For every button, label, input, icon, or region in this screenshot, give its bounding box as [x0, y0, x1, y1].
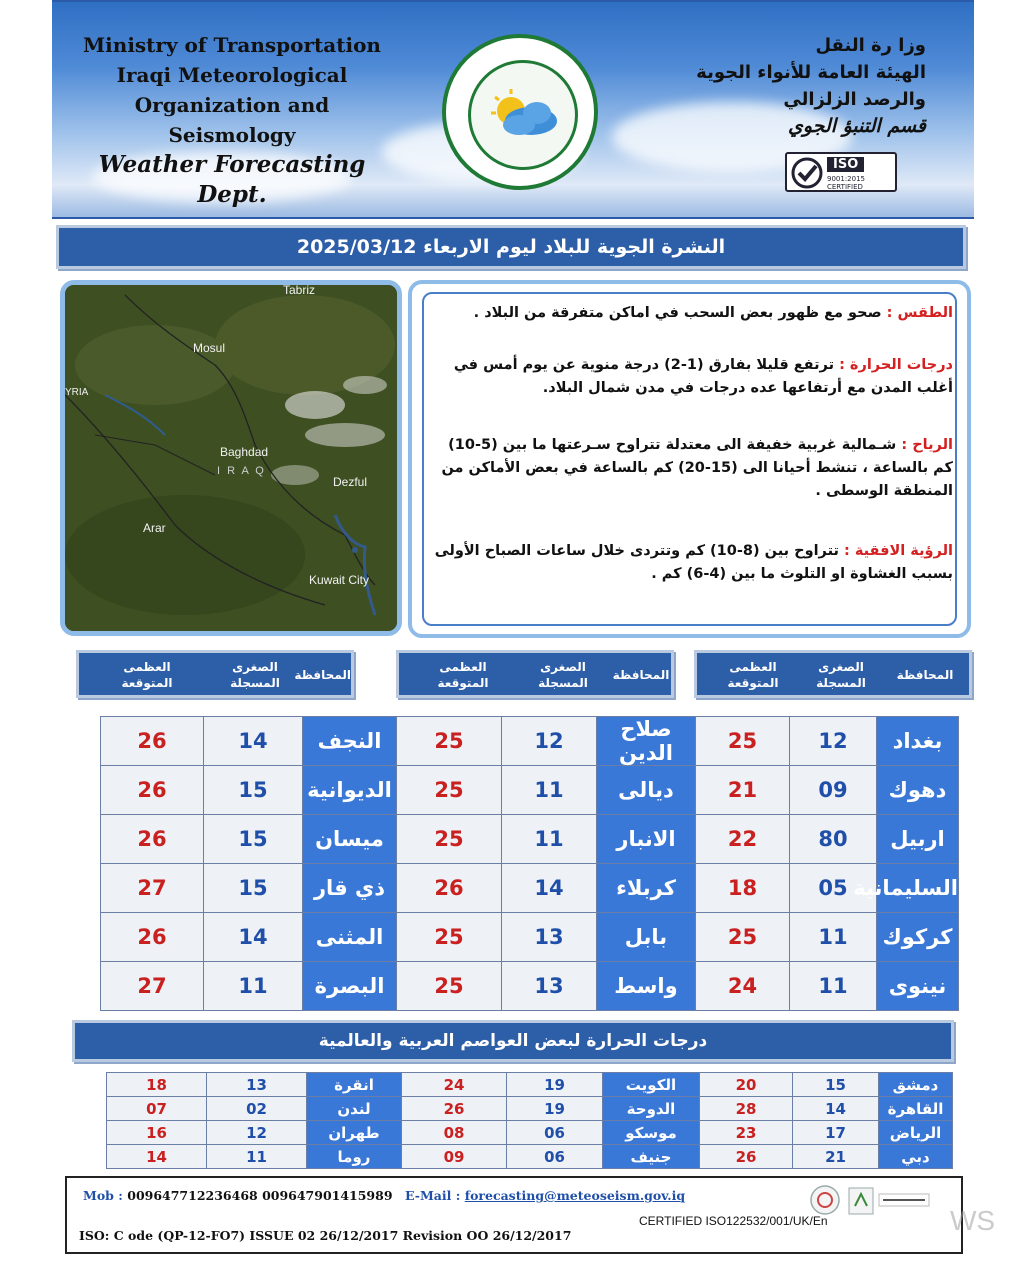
- province-name-cell: الديوانية: [303, 766, 397, 815]
- max-temp-cell: 21: [696, 766, 790, 815]
- min-temp-cell: 15: [204, 766, 303, 815]
- min-temp-cell: 09: [790, 766, 877, 815]
- capital-name-cell: الدوحة: [603, 1097, 700, 1121]
- min-temp-cell: 13: [502, 913, 597, 962]
- capital-min-cell: 19: [507, 1073, 603, 1097]
- max-temp-cell: 26: [101, 766, 204, 815]
- visibility-key: الرؤية الافقية :: [844, 543, 953, 559]
- max-temp-cell: 27: [101, 864, 204, 913]
- map-label-dezful: Dezful: [333, 475, 368, 489]
- capital-max-cell: 24: [402, 1073, 507, 1097]
- mobile-numbers: 009647712236468 009647901415989: [127, 1188, 393, 1203]
- column-header-group: [76, 650, 354, 698]
- min-temp-cell: 11: [790, 962, 877, 1011]
- arabic-org-name: [666, 32, 926, 140]
- ar-line: وزا رة النقل: [815, 35, 926, 56]
- watermark: WS: [950, 1205, 996, 1236]
- en-line: Iraqi Meteorological: [116, 63, 348, 87]
- province-name-cell: نينوى: [877, 962, 959, 1011]
- province-name-cell: كربلاء: [597, 864, 696, 913]
- table-row: [101, 962, 959, 1011]
- max-temp-cell: 26: [101, 717, 204, 766]
- min-temp-cell: 14: [204, 717, 303, 766]
- capital-min-cell: 12: [207, 1121, 307, 1145]
- capital-max-cell: 18: [107, 1073, 207, 1097]
- capital-min-cell: 11: [207, 1145, 307, 1169]
- ar-line: والرصد الزلزالي: [783, 89, 926, 110]
- header-banner: [52, 0, 974, 219]
- capital-name-cell: طهران: [307, 1121, 402, 1145]
- capital-max-cell: 16: [107, 1121, 207, 1145]
- province-table: [100, 716, 959, 1011]
- col-province: المحافظة: [896, 668, 954, 682]
- capital-min-cell: 19: [507, 1097, 603, 1121]
- table-row: [101, 864, 959, 913]
- capital-min-cell: 02: [207, 1097, 307, 1121]
- capital-max-cell: 07: [107, 1097, 207, 1121]
- email-label: E-Mail :: [405, 1188, 461, 1203]
- capital-row: [107, 1145, 953, 1169]
- capital-row: [107, 1121, 953, 1145]
- col-max: العظمى المتوقعة: [437, 660, 489, 690]
- capital-name-cell: لندن: [307, 1097, 402, 1121]
- column-header-group: [694, 650, 972, 698]
- map-label-iraq: I R A Q: [217, 465, 266, 477]
- en-line: Ministry of Transportation: [83, 33, 381, 57]
- min-temp-cell: 80: [790, 815, 877, 864]
- province-name-cell: ديالى: [597, 766, 696, 815]
- province-name-cell: ميسان: [303, 815, 397, 864]
- province-name-cell: الانبار: [597, 815, 696, 864]
- capital-min-cell: 17: [793, 1121, 879, 1145]
- min-temp-cell: 11: [502, 766, 597, 815]
- max-temp-cell: 25: [397, 913, 502, 962]
- province-name-cell: السليمانية: [877, 864, 959, 913]
- min-temp-cell: 11: [502, 815, 597, 864]
- check-seal-icon: [790, 156, 824, 190]
- province-name-cell: ذي قار: [303, 864, 397, 913]
- province-name-cell: النجف: [303, 717, 397, 766]
- province-name-cell: المثنى: [303, 913, 397, 962]
- capital-min-cell: 15: [793, 1073, 879, 1097]
- english-org-name: [72, 30, 392, 210]
- capital-max-cell: 09: [402, 1145, 507, 1169]
- sun-cloud-icon: [471, 63, 575, 167]
- col-min: الصغرى المسجلة: [816, 660, 866, 690]
- min-temp-cell: 11: [790, 913, 877, 962]
- max-temp-cell: 25: [397, 815, 502, 864]
- map-label-mosul: Mosul: [193, 341, 226, 355]
- visibility-paragraph: [433, 540, 953, 586]
- table-row: [101, 913, 959, 962]
- min-temp-cell: 05: [790, 864, 877, 913]
- capital-min-cell: 21: [793, 1145, 879, 1169]
- max-temp-cell: 18: [696, 864, 790, 913]
- max-temp-cell: 26: [397, 864, 502, 913]
- certification-logos: [805, 1184, 935, 1218]
- capital-name-cell: جنيف: [603, 1145, 700, 1169]
- table-row: [101, 815, 959, 864]
- col-province: المحافظة: [294, 668, 351, 682]
- email-link[interactable]: forecasting@meteoseism.gov.iq: [464, 1188, 686, 1203]
- wind-paragraph: [433, 434, 953, 503]
- temperature-text: ترتفع قليلا بفارق (1-2) درجة منوية عن يوم أمس في أغلب المدن مع أرتفاعها عده درجات في مدن شمال البلاد.: [453, 357, 953, 396]
- mobile-label: Mob :: [83, 1188, 123, 1203]
- min-temp-cell: 11: [204, 962, 303, 1011]
- organization-logo: [442, 34, 598, 190]
- map-label-syria: YRIA: [65, 387, 89, 398]
- max-temp-cell: 25: [397, 717, 502, 766]
- max-temp-cell: 26: [101, 913, 204, 962]
- iso-label: ISO: [827, 157, 864, 172]
- capital-row: [107, 1097, 953, 1121]
- capital-max-cell: 08: [402, 1121, 507, 1145]
- weather-paragraph: [433, 302, 953, 325]
- capitals-table: [106, 1072, 953, 1169]
- min-temp-cell: 13: [502, 962, 597, 1011]
- province-name-cell: دهوك: [877, 766, 959, 815]
- province-name-cell: كركوك: [877, 913, 959, 962]
- col-province: المحافظة: [612, 668, 670, 682]
- capital-min-cell: 14: [793, 1097, 879, 1121]
- wind-text: شـمالية غربية خفيفة الى معتدلة تتراوح سـرعتها ما بين (5-10) كم بالساعة ، تنشط أحيانا الى (15-20) كم بالساعة في بعض الأماكن من المنطقة الوسطى .: [441, 437, 953, 499]
- capital-max-cell: 26: [700, 1145, 793, 1169]
- capital-max-cell: 26: [402, 1097, 507, 1121]
- logo-emblem: [468, 60, 578, 170]
- min-temp-cell: 15: [204, 815, 303, 864]
- max-temp-cell: 24: [696, 962, 790, 1011]
- max-temp-cell: 25: [397, 962, 502, 1011]
- max-temp-cell: 22: [696, 815, 790, 864]
- ar-line: الهيئة العامة للأنواء الجوية: [696, 62, 926, 83]
- province-name-cell: البصرة: [303, 962, 397, 1011]
- capital-name-cell: الكويت: [603, 1073, 700, 1097]
- capital-min-cell: 06: [507, 1121, 603, 1145]
- col-max: العظمى المتوقعة: [121, 660, 173, 690]
- max-temp-cell: 25: [696, 913, 790, 962]
- en-line: Organization and Seismology: [134, 93, 330, 147]
- bulletin-title: النشرة الجوية للبلاد ليوم الاربعاء 2025/03/12: [56, 225, 966, 269]
- capital-name-cell: دبي: [879, 1145, 953, 1169]
- province-name-cell: اربيل: [877, 815, 959, 864]
- capital-name-cell: دمشق: [879, 1073, 953, 1097]
- email-line: [405, 1188, 685, 1203]
- iso-sub: 9001:2015 CERTIFIED: [827, 175, 865, 191]
- map-label-kuwait: Kuwait City: [309, 573, 370, 587]
- col-min: الصغرى المسجلة: [538, 660, 588, 690]
- min-temp-cell: 15: [204, 864, 303, 913]
- min-temp-cell: 12: [502, 717, 597, 766]
- forecast-panel: [408, 280, 971, 638]
- capital-row: [107, 1073, 953, 1097]
- map-label-tabriz: Tabriz: [283, 283, 316, 297]
- max-temp-cell: 26: [101, 815, 204, 864]
- map-label-arar: Arar: [143, 521, 166, 535]
- column-header-group: [396, 650, 674, 698]
- capitals-title: درجات الحرارة لبعض العواصم العربية والعالمية: [72, 1020, 954, 1062]
- min-temp-cell: 12: [790, 717, 877, 766]
- mobile-line: [83, 1188, 393, 1203]
- capital-max-cell: 20: [700, 1073, 793, 1097]
- temperature-key: درجات الحرارة :: [839, 357, 953, 373]
- capital-name-cell: انقرة: [307, 1073, 402, 1097]
- min-temp-cell: 14: [204, 913, 303, 962]
- iso-badge: [785, 152, 897, 192]
- satellite-map: [60, 280, 402, 636]
- capital-min-cell: 13: [207, 1073, 307, 1097]
- weather-key: الطقس :: [886, 305, 953, 321]
- weather-text: صحو مع ظهور بعض السحب في اماكن متفرقة من البلاد .: [473, 305, 882, 321]
- col-max: العظمى المتوقعة: [727, 660, 779, 690]
- capital-name-cell: القاهرة: [879, 1097, 953, 1121]
- capital-name-cell: روما: [307, 1145, 402, 1169]
- temperature-paragraph: [433, 354, 953, 400]
- province-name-cell: واسط: [597, 962, 696, 1011]
- capital-max-cell: 14: [107, 1145, 207, 1169]
- max-temp-cell: 27: [101, 962, 204, 1011]
- visibility-text: تتراوح بين (8-10) كم وتتردى خلال ساعات الصباح الأولى بسبب الغشاوة او التلوث ما بين (4-6) كم .: [434, 543, 953, 582]
- table-row: [101, 717, 959, 766]
- capital-max-cell: 28: [700, 1097, 793, 1121]
- province-name-cell: بغداد: [877, 717, 959, 766]
- capital-max-cell: 23: [700, 1121, 793, 1145]
- ar-dept: قسم التنبؤ الجوي: [787, 115, 926, 137]
- wind-key: الرياح :: [901, 437, 953, 453]
- certified-text: CERTIFIED ISO122532/001/UK/En: [639, 1214, 828, 1228]
- max-temp-cell: 25: [397, 766, 502, 815]
- province-name-cell: صلاح الدين: [597, 717, 696, 766]
- province-name-cell: بابل: [597, 913, 696, 962]
- col-min: الصغرى المسجلة: [230, 660, 280, 690]
- min-temp-cell: 14: [502, 864, 597, 913]
- en-dept: Weather Forecasting Dept.: [98, 151, 366, 208]
- max-temp-cell: 25: [696, 717, 790, 766]
- capital-min-cell: 06: [507, 1145, 603, 1169]
- capital-name-cell: موسكو: [603, 1121, 700, 1145]
- capital-name-cell: الرياض: [879, 1121, 953, 1145]
- iso-code-line: ISO: C ode (QP-12-FO7) ISSUE 02 26/12/2017 Revision OO 26/12/2017: [79, 1228, 572, 1243]
- table-row: [101, 766, 959, 815]
- footer: [65, 1176, 963, 1254]
- map-label-baghdad: Baghdad: [220, 445, 269, 459]
